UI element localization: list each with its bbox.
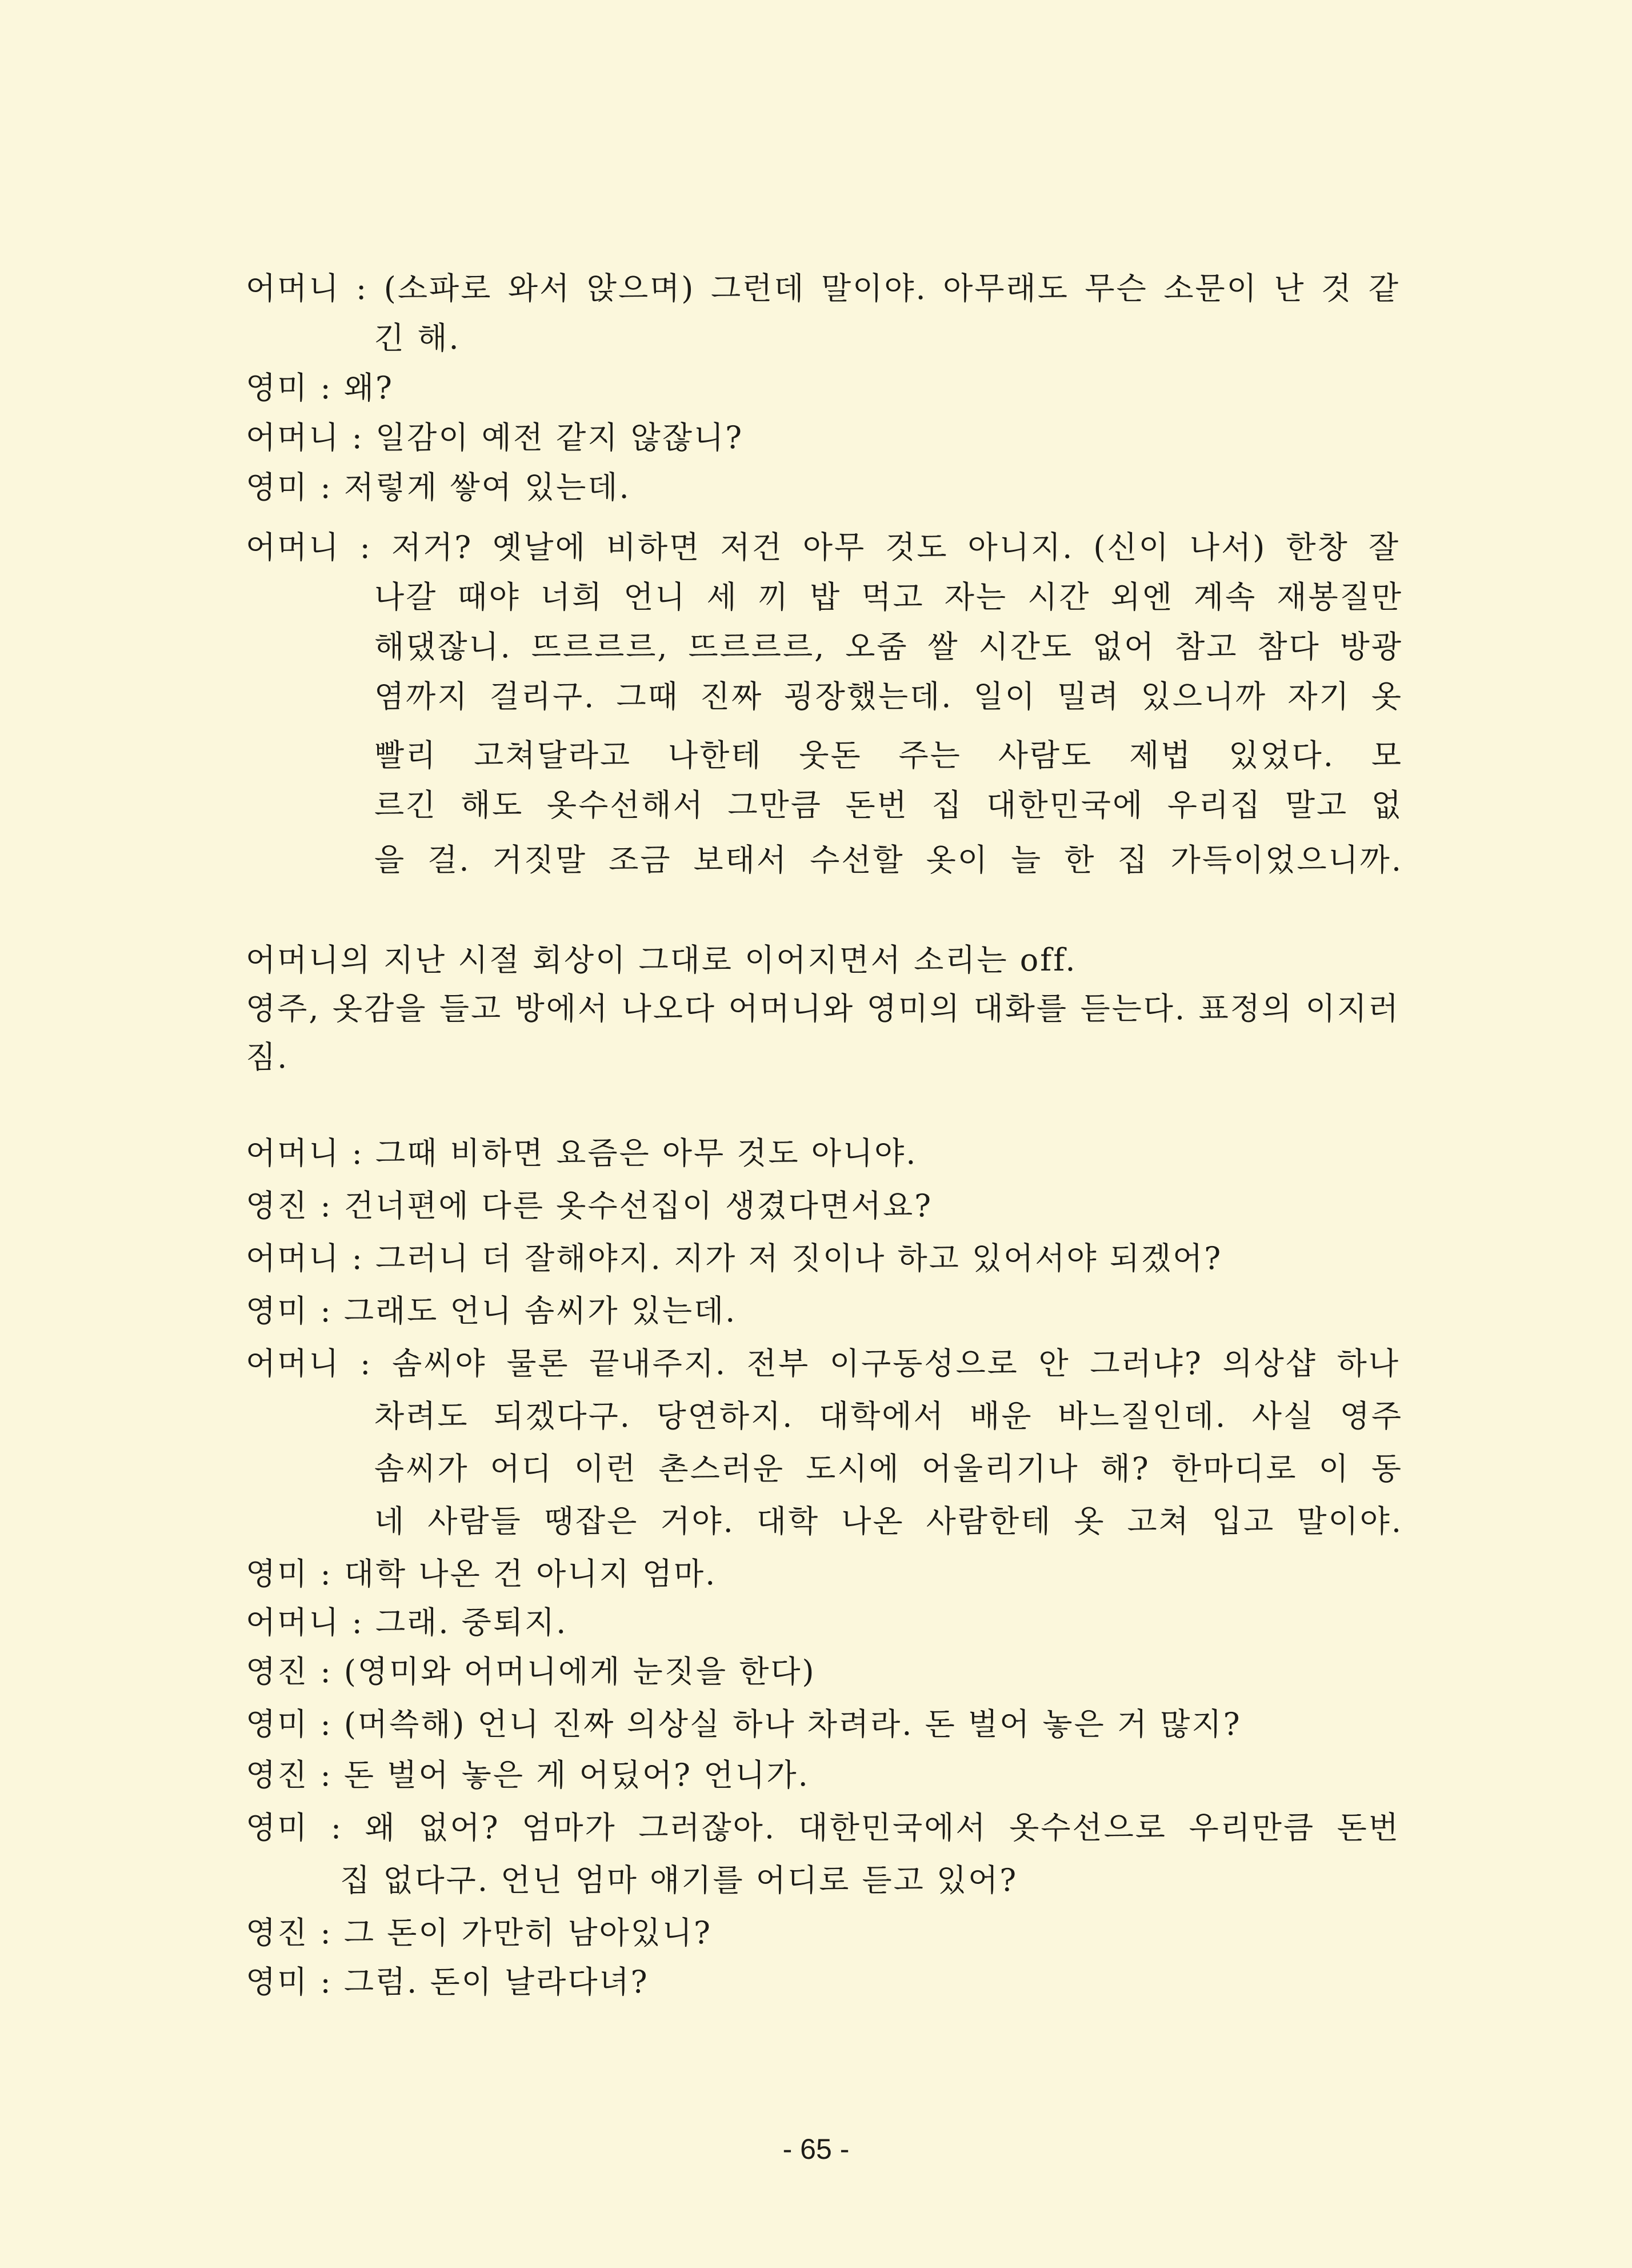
script-line: 영진 : 그 돈이 가만히 남아있니? [246,1915,712,1951]
script-line: 어머니 : 저거? 옛날에 비하면 저건 아무 것도 아니지. (신이 나서) 한창 잘 [246,529,1400,565]
script-line: 영진 : 건너편에 다른 옷수선집이 생겼다면서요? [246,1188,933,1224]
script-line: 영미 : 대학 나온 건 아니지 엄마. [246,1556,717,1592]
script-line: 영미 : 그래도 언니 솜씨가 있는데. [246,1293,737,1329]
script-line: 르긴 해도 옷수선해서 그만큼 돈번 집 대한민국에 우리집 말고 없 [374,787,1403,823]
script-line: 차려도 되겠다구. 당연하지. 대학에서 배운 바느질인데. 사실 영주 [374,1398,1403,1434]
script-line: 영진 : (영미와 어머니에게 눈짓을 한다) [246,1654,816,1690]
script-line: 솜씨가 어디 이런 촌스러운 도시에 어울리기나 해? 한마디로 이 동 [374,1451,1403,1487]
script-line: 영진 : 돈 벌어 놓은 게 어딨어? 언니가. [246,1757,810,1793]
script-line: 집 없다구. 언닌 엄마 얘기를 어디로 듣고 있어? [340,1862,1018,1898]
script-line: 어머니 : 그때 비하면 요즘은 아무 것도 아니야. [246,1135,918,1171]
script-line: 어머니 : (소파로 와서 앉으며) 그런데 말이야. 아무래도 무슨 소문이 난 것 같 [246,270,1400,306]
stage-direction: 어머니의 지난 시절 회상이 그대로 이어지면서 소리는 off. [246,942,1077,978]
script-line: 어머니 : 일감이 예전 같지 않잖니? [246,420,744,456]
script-line: 염까지 걸리구. 그때 진짜 굉장했는데. 일이 밀려 있으니까 자기 옷 [374,678,1403,714]
script-line: 빨리 고쳐달라고 나한테 웃돈 주는 사람도 제법 있었다. 모 [374,737,1403,773]
script-line: 어머니 : 그러니 더 잘해야지. 지가 저 짓이나 하고 있어서야 되겠어? [246,1240,1223,1276]
page-number: - 65 - [782,2133,850,2165]
script-line: 을 걸. 거짓말 조금 보태서 수선할 옷이 늘 한 집 가득이었으니까. [374,842,1403,878]
script-line: 영미 : 저렇게 쌓여 있는데. [246,469,631,505]
script-line: 네 사람들 땡잡은 거야. 대학 나온 사람한테 옷 고쳐 입고 말이야. [374,1503,1403,1539]
script-line: 어머니 : 솜씨야 물론 끝내주지. 전부 이구동성으로 안 그러냐? 의상샵 하나 [246,1345,1400,1381]
script-line: 영미 : (머쓱해) 언니 진짜 의상실 하나 차려라. 돈 벌어 놓은 거 많지? [246,1706,1242,1742]
script-line: 영미 : 그럼. 돈이 날라다녀? [246,1964,649,2000]
script-line: 해댔잖니. 뜨르르르, 뜨르르르, 오줌 쌀 시간도 없어 참고 참다 방광 [374,629,1403,665]
script-line: 긴 해. [374,320,461,356]
script-line: 영미 : 왜? [246,370,394,406]
script-line: 영미 : 왜 없어? 엄마가 그러잖아. 대한민국에서 옷수선으로 우리만큼 돈번 [246,1810,1400,1846]
stage-direction: 짐. [246,1039,289,1075]
script-line: 나갈 때야 너희 언니 세 끼 밥 먹고 자는 시간 외엔 계속 재봉질만 [374,579,1403,615]
stage-direction: 영주, 옷감을 들고 방에서 나오다 어머니와 영미의 대화를 듣는다. 표정의 이지러 [246,991,1400,1027]
script-line: 어머니 : 그래. 중퇴지. [246,1604,568,1640]
